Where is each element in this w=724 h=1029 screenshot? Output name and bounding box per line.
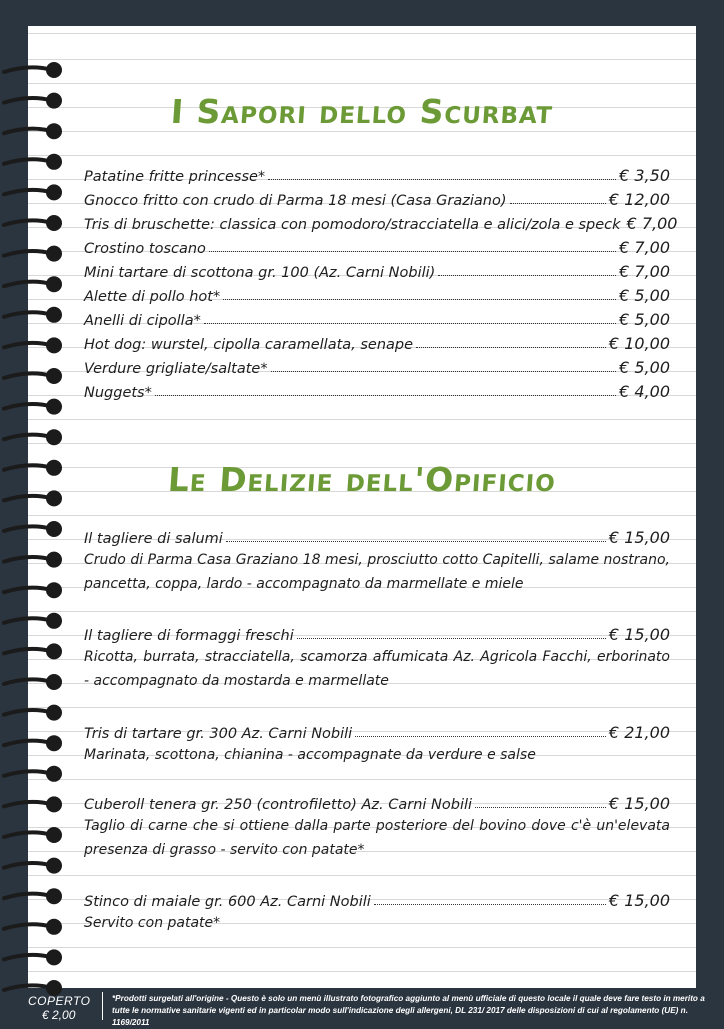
item-price: € 15,00 xyxy=(608,794,670,813)
binding-ring xyxy=(4,399,62,415)
item-price: € 10,00 xyxy=(608,334,670,353)
item-description: Marinata, scottona, chianina - accompagnate da verdure e salse xyxy=(84,747,536,763)
item-price: € 7,00 xyxy=(619,262,670,281)
binding-ring xyxy=(4,674,62,690)
coperto xyxy=(28,994,98,1022)
menu-item: Crostino toscano € 7,00 xyxy=(84,238,670,257)
item-price: € 15,00 xyxy=(608,891,670,910)
binding-ring xyxy=(4,582,62,598)
spiral-binding xyxy=(0,0,80,1024)
item-price: € 21,00 xyxy=(608,723,670,742)
binding-ring xyxy=(4,276,62,292)
binding-ring xyxy=(4,552,62,568)
footer-divider xyxy=(102,992,103,1020)
item-price: € 5,00 xyxy=(619,310,670,329)
menu-item: Nuggets* € 4,00 xyxy=(84,382,670,401)
menu-item: Stinco di maiale gr. 600 Az. Carni Nobili € 15,00 xyxy=(84,891,670,910)
binding-ring xyxy=(4,858,62,874)
coperto-price: € 2,00 xyxy=(42,1008,76,1022)
menu-item: Patatine fritte princesse* € 3,50 xyxy=(84,166,670,185)
item-price: € 15,00 xyxy=(608,625,670,644)
binding-ring xyxy=(4,337,62,353)
binding-ring xyxy=(4,184,62,200)
binding-ring xyxy=(4,949,62,965)
section-title-delizie: Le Delizie dell'Opificio xyxy=(166,460,558,499)
menu-item: Tris di tartare gr. 300 Az. Carni Nobili € 21,00 xyxy=(84,723,670,742)
binding-ring xyxy=(4,796,62,812)
binding-ring xyxy=(4,827,62,843)
binding-ring xyxy=(4,888,62,904)
item-price: € 7,00 xyxy=(619,238,670,257)
binding-ring xyxy=(4,919,62,935)
menu-item: Mini tartare di scottona gr. 100 (Az. Carni Nobili) € 7,00 xyxy=(84,262,670,281)
binding-ring xyxy=(4,643,62,659)
item-price: € 7,00 xyxy=(626,214,678,233)
item-description: Taglio di carne che si ottiene dalla parte posteriore del bovino dove c'è un'elevata presenza di grasso - servito con patate* xyxy=(84,818,670,858)
menu-item: Hot dog: wurstel, cipolla caramellata, senape € 10,00 xyxy=(84,334,670,353)
menu-item: Il tagliere di formaggi freschi € 15,00 xyxy=(84,625,670,644)
binding-ring xyxy=(4,521,62,537)
binding-ring xyxy=(4,735,62,751)
binding-ring xyxy=(4,215,62,231)
binding-ring xyxy=(4,368,62,384)
item-price: € 15,00 xyxy=(608,528,670,547)
item-price: € 4,00 xyxy=(619,382,670,401)
menu-item: Gnocco fritto con crudo di Parma 18 mesi (Casa Graziano) € 12,00 xyxy=(84,190,670,209)
binding-ring xyxy=(4,307,62,323)
item-description: Ricotta, burrata, stracciatella, scamorza affumicata Az. Agricola Facchi, erborinato - accompagnato da mostarda e marmellate xyxy=(84,649,670,689)
menu-item: Il tagliere di salumi € 15,00 xyxy=(84,528,670,547)
item-price: € 12,00 xyxy=(608,190,670,209)
section-title-sapori: I Sapori dello Scurbat xyxy=(169,92,555,131)
menu-item: Verdure grigliate/saltate* € 5,00 xyxy=(84,358,670,377)
item-price: € 5,00 xyxy=(619,358,670,377)
item-price: € 5,00 xyxy=(619,286,670,305)
item-price: € 3,50 xyxy=(619,166,670,185)
binding-ring xyxy=(4,613,62,629)
binding-ring xyxy=(4,705,62,721)
binding-ring xyxy=(4,62,62,78)
menu-item: Tris di bruschette: classica con pomodoro/stracciatella e alici/zola e speck € 7,00 xyxy=(84,214,678,233)
binding-ring xyxy=(4,154,62,170)
binding-ring xyxy=(4,766,62,782)
footer xyxy=(0,988,724,1027)
item-description: Servito con patate* xyxy=(84,915,221,931)
item-description: Crudo di Parma Casa Graziano 18 mesi, prosciutto cotto Capitelli, salame nostrano, pancetta, coppa, lardo - accompagnato da marmellate e miele xyxy=(84,552,670,592)
binding-ring xyxy=(4,246,62,262)
menu-item: Cuberoll tenera gr. 250 (controfiletto) Az. Carni Nobili € 15,00 xyxy=(84,794,670,813)
menu-item: Anelli di cipolla* € 5,00 xyxy=(84,310,670,329)
binding-ring xyxy=(4,429,62,445)
coperto-label: COPERTO xyxy=(28,994,91,1008)
menu-item: Alette di pollo hot* € 5,00 xyxy=(84,286,670,305)
footer-note: *Prodotti surgelati all'origine - Questo è solo un menù illustrato fotografico aggiunto al menù ufficiale di questo locale il quale deve fare testo in merito a tutte le normative sanitarie vigenti ed in particolar modo sull'indicazione degli allergeni, DL 231/ 2017 delle disposizioni di cui al regolamento (UE) n. 1169/2011 xyxy=(112,994,705,1027)
